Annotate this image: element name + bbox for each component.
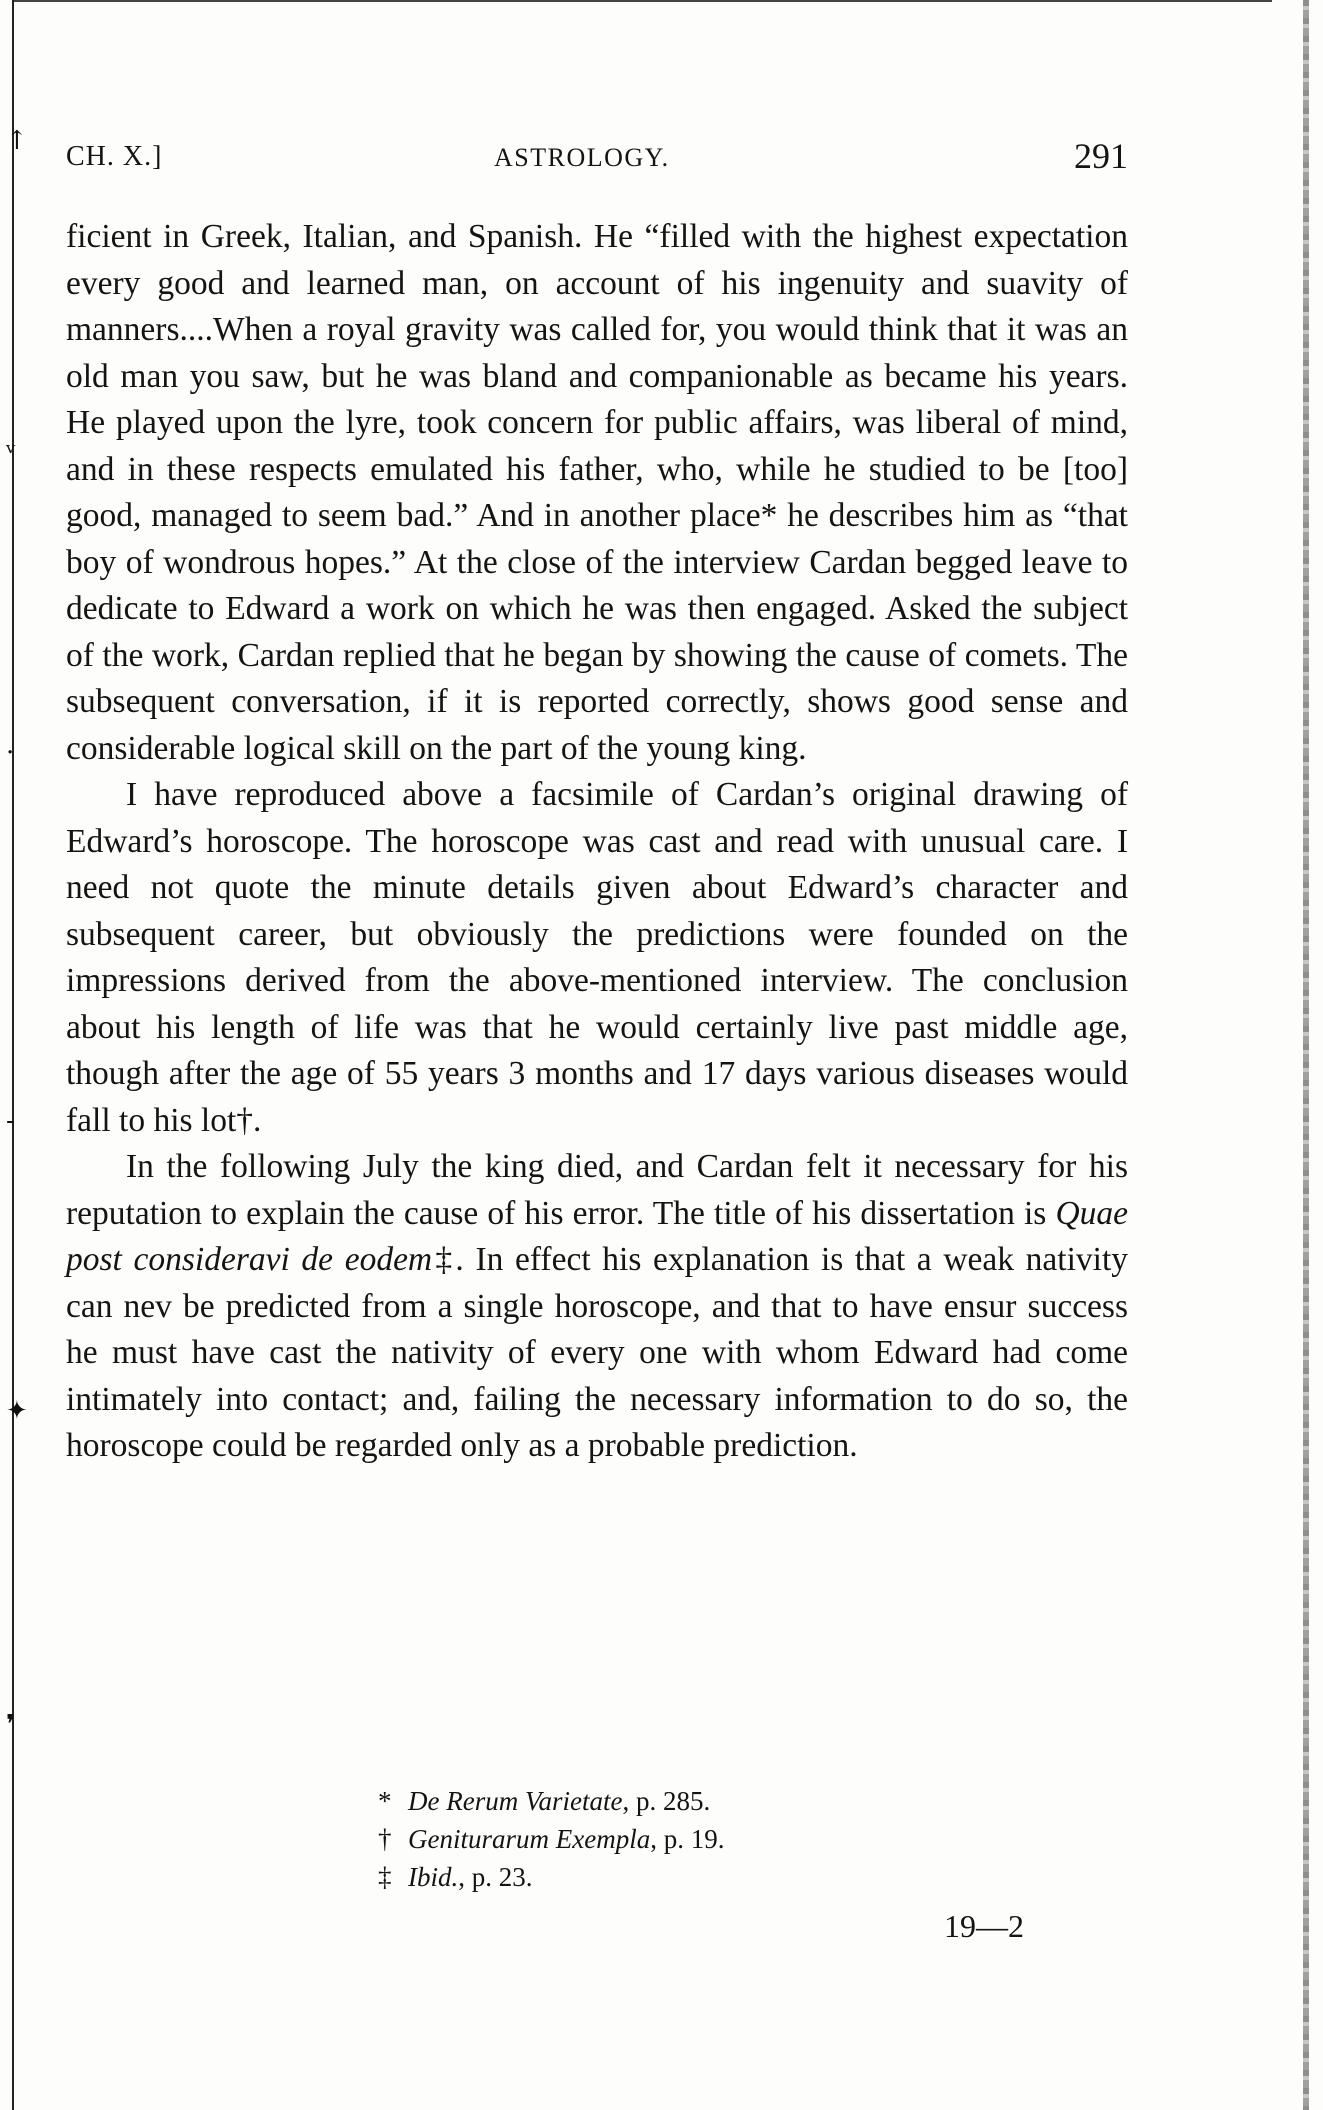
footnote-ref: , p. 19.	[650, 1824, 725, 1854]
paragraph-3-text-a: In the following July the king died, and Cardan felt it necessary for his reputation to explain the cause of his error. The title of his dissertation is	[66, 1148, 1128, 1232]
footnote-marker: ‡	[378, 1862, 392, 1892]
running-header	[66, 135, 1128, 179]
chapter-label: CH. X.]	[66, 141, 163, 172]
margin-mark: ᵥ	[6, 430, 16, 460]
margin-mark: ↑	[6, 126, 28, 156]
paragraph-3-text-b: ‡. In effect his explanation is that a weak nativity can nev be predicted from a single horoscope, and that to have ensur success he must have cast the nativity of every one with whom Edward had come intimately into contact; and, failing the necessary information to do so, the horoscope could be regarded only as a probable prediction.	[66, 1241, 1128, 1464]
running-title: ASTROLOGY.	[494, 143, 670, 172]
body-text	[66, 214, 1128, 1470]
footnote	[378, 1782, 978, 1820]
margin-mark: ·	[6, 738, 15, 768]
footnote-ref: , p. 23.	[458, 1862, 533, 1892]
dissertation-title: Quae post consideravi de eodem	[66, 1194, 1128, 1278]
footnote-marker: †	[378, 1824, 392, 1854]
footnote	[378, 1858, 978, 1896]
footnote-title: Ibid.	[408, 1862, 459, 1892]
margin-mark: -	[6, 1106, 15, 1136]
margin-mark: ❜	[6, 1710, 15, 1740]
scan-top-edge	[12, 0, 1272, 2]
footnote-ref: , p. 285.	[622, 1786, 711, 1816]
paragraph-1: ficient in Greek, Italian, and Spanish. He “filled with the highest expectation every good and learned man, on account of his ingenuity and suavity of manners....When a royal gravity was called for, you would think that it was an old man you saw, but he was bland and companionable as became his years. He played upon the lyre, took concern for public affairs, was liberal of mind, and in these respects emulated his father, who, while he studied to be [too] good, managed to seem bad.” And in another place* he describes him as “that boy of wondrous hopes.” At the close of the interview Cardan begged leave to dedicate to Edward a work on which he was then engaged. Asked the subject of the work, Cardan replied that he began by showing the cause of comets. The subsequent conversation, if it is reported correctly, shows good sense and considerable logical skill on the part of the young king.	[66, 218, 1128, 767]
footnote-title: De Rerum Varietate	[408, 1786, 623, 1816]
scan-right-edge	[1303, 0, 1309, 2110]
footnotes	[378, 1782, 978, 1896]
printer-signature: 19—2	[944, 1908, 1024, 1944]
footnote-title: Geniturarum Exempla	[408, 1824, 651, 1854]
footnote	[378, 1820, 978, 1858]
paragraph-3	[66, 1144, 1128, 1470]
paragraph-2: I have reproduced above a facsimile of Cardan’s original drawing of Edward’s horoscope. The horoscope was cast and read with unusual care. I need not quote the minute details given about Edward’s character and subsequent career, but obviously the predictions were founded on the impressions derived from the above-mentioned interview. The conclusion about his length of life was that he would certainly live past middle age, though after the age of 55 years 3 months and 17 days various diseases would fall to his lot†.	[66, 776, 1128, 1139]
page-number: 291	[1074, 136, 1128, 176]
scan-left-edge	[12, 0, 14, 2110]
margin-mark: ✦	[6, 1396, 28, 1426]
footnote-marker: *	[378, 1786, 392, 1816]
